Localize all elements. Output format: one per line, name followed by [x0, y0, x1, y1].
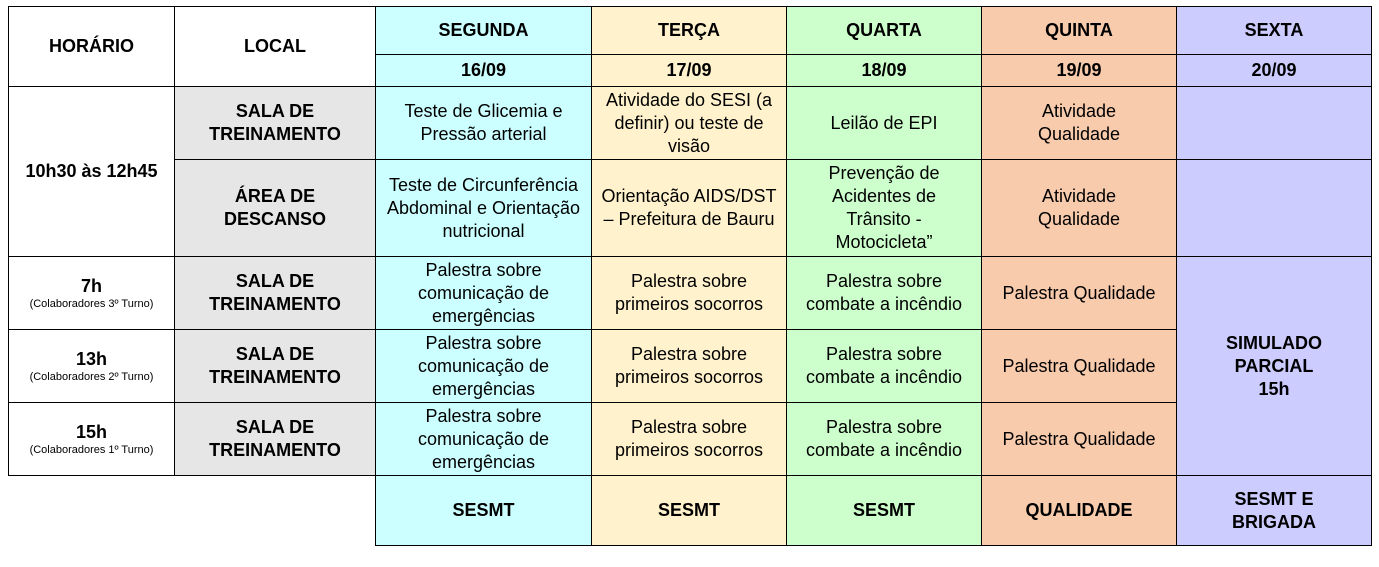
- activity-qui-15h: Palestra Qualidade: [981, 402, 1177, 476]
- local-sala-treinamento: SALA DE TREINAMENTO: [174, 86, 376, 160]
- turno-label: (Colaboradores 1º Turno): [29, 444, 154, 456]
- local-sala-treinamento: SALA DE TREINAMENTO: [174, 402, 376, 476]
- activity-qua-row1: Leilão de EPI: [786, 86, 982, 160]
- footer-sexta: SESMT E BRIGADA: [1176, 475, 1372, 546]
- local-area-descanso: ÁREA DE DESCANSO: [174, 159, 376, 257]
- activity-ter-13h: Palestra sobre primeiros socorros: [591, 329, 787, 403]
- time-13h: [8, 329, 175, 403]
- time-7h: [8, 256, 175, 330]
- activity-qui-7h: Palestra Qualidade: [981, 256, 1177, 330]
- header-date-quarta: 18/09: [786, 54, 982, 87]
- activity-seg-7h: Palestra sobre comunicação de emergências: [375, 256, 592, 330]
- activity-sex-row2: [1176, 159, 1372, 257]
- footer-segunda: SESMT: [375, 475, 592, 546]
- turno-label: (Colaboradores 3º Turno): [29, 298, 154, 310]
- activity-qua-13h: Palestra sobre combate a incêndio: [786, 329, 982, 403]
- turno-label: (Colaboradores 2º Turno): [29, 371, 154, 383]
- activity-sex-row1: [1176, 86, 1372, 160]
- header-day-terca: TERÇA: [591, 6, 787, 55]
- header-date-segunda: 16/09: [375, 54, 592, 87]
- activity-qui-row2: Atividade Qualidade: [981, 159, 1177, 257]
- simulado-parcial: SIMULADO PARCIAL 15h: [1176, 256, 1372, 476]
- time-label: 13h: [75, 349, 107, 369]
- header-horario: HORÁRIO: [8, 6, 175, 87]
- time-label: 7h: [80, 276, 102, 296]
- activity-qui-row1: Atividade Qualidade: [981, 86, 1177, 160]
- header-date-terca: 17/09: [591, 54, 787, 87]
- header-day-quarta: QUARTA: [786, 6, 982, 55]
- activity-qua-15h: Palestra sobre combate a incêndio: [786, 402, 982, 476]
- activity-qui-13h: Palestra Qualidade: [981, 329, 1177, 403]
- time-15h: [8, 402, 175, 476]
- activity-seg-15h: Palestra sobre comunicação de emergências: [375, 402, 592, 476]
- header-date-sexta: 20/09: [1176, 54, 1372, 87]
- local-sala-treinamento: SALA DE TREINAMENTO: [174, 256, 376, 330]
- header-date-quinta: 19/09: [981, 54, 1177, 87]
- activity-qua-row2: Prevenção de Acidentes de Trânsito - Motocicleta”: [786, 159, 982, 257]
- time-10h30: 10h30 às 12h45: [8, 86, 175, 257]
- header-day-sexta: SEXTA: [1176, 6, 1372, 55]
- activity-ter-row1: Atividade do SESI (a definir) ou teste de visão: [591, 86, 787, 160]
- footer-quarta: SESMT: [786, 475, 982, 546]
- activity-seg-13h: Palestra sobre comunicação de emergências: [375, 329, 592, 403]
- footer-quinta: QUALIDADE: [981, 475, 1177, 546]
- activity-seg-row1: Teste de Glicemia e Pressão arterial: [375, 86, 592, 160]
- activity-qua-7h: Palestra sobre combate a incêndio: [786, 256, 982, 330]
- time-label: 15h: [75, 422, 107, 442]
- activity-seg-row2: Teste de Circunferência Abdominal e Orientação nutricional: [375, 159, 592, 257]
- header-day-segunda: SEGUNDA: [375, 6, 592, 55]
- activity-ter-15h: Palestra sobre primeiros socorros: [591, 402, 787, 476]
- header-local: LOCAL: [174, 6, 376, 87]
- local-sala-treinamento: SALA DE TREINAMENTO: [174, 329, 376, 403]
- header-day-quinta: QUINTA: [981, 6, 1177, 55]
- activity-ter-7h: Palestra sobre primeiros socorros: [591, 256, 787, 330]
- activity-ter-row2: Orientação AIDS/DST – Prefeitura de Bauru: [591, 159, 787, 257]
- footer-terca: SESMT: [591, 475, 787, 546]
